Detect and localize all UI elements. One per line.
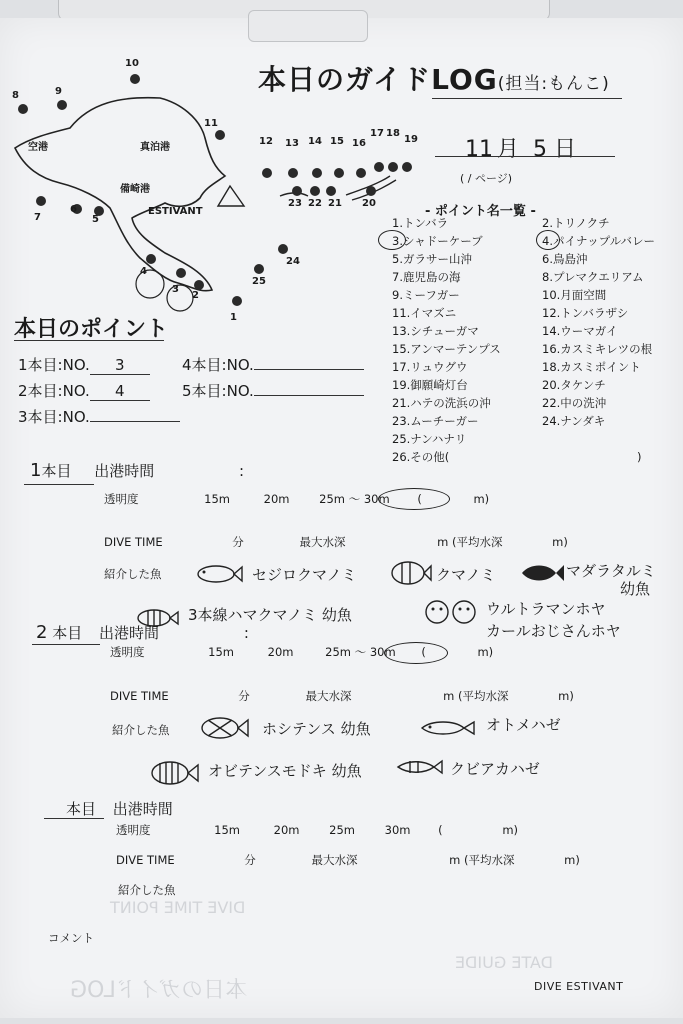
map-point	[366, 186, 376, 196]
fish-icon	[196, 712, 252, 744]
dive-2-fish-label: 紹介した魚	[112, 723, 170, 737]
map-point	[215, 130, 225, 140]
points-row: 9.ミーフガー 10.月面空間	[392, 288, 607, 302]
map-label-port: 備崎港	[120, 184, 150, 195]
dive-2-visibility: 透明度 15m 20m 25m 〜 30m ( m)	[110, 645, 494, 659]
visibility-circle	[384, 642, 448, 664]
dive-3-header: 本目 出港時間	[66, 800, 173, 818]
points-row: 11.イマズニ 12.トンバラザシ	[392, 306, 629, 320]
map-number: 7	[34, 212, 41, 223]
dive-3-time: DIVE TIME 分 最大水深 m (平均水深 m)	[116, 853, 580, 867]
page-number: ( / ページ)	[460, 172, 513, 185]
islet-outline	[218, 186, 244, 206]
ghost-text: DATE GUIDE	[455, 953, 553, 972]
points-list	[392, 214, 655, 466]
point-row-4: 4本目:NO.	[182, 354, 364, 375]
map-point	[278, 244, 288, 254]
point-row-1: 1本目:NO. 3	[18, 354, 150, 375]
fish-name: オビテンスモドキ 幼魚	[208, 762, 362, 780]
map-point	[18, 104, 28, 114]
date-field: 11 月 5 日	[465, 137, 577, 162]
map-number: 6	[70, 204, 77, 215]
point-row-2: 2本目:NO. 4	[18, 380, 150, 401]
map-number: 4	[140, 266, 147, 277]
map-number: 13	[285, 138, 299, 149]
points-row: 19.御願崎灯台 20.タケンチ	[392, 378, 606, 392]
map-number: 2	[192, 290, 199, 301]
map-point	[232, 296, 242, 306]
fish-name: カールおじさんホヤ	[486, 622, 621, 640]
map-point	[146, 254, 156, 264]
map-point	[374, 162, 384, 172]
map-number: 11	[204, 118, 218, 129]
point-row-5: 5本目:NO.	[182, 380, 364, 401]
points-row: 17.リュウグウ 18.カスミポイント	[392, 360, 641, 374]
fish-name: 3本線ハマクマノミ 幼魚	[188, 606, 352, 624]
title-underline	[14, 340, 164, 341]
page-title: 本日のガイドLOG(担当:もんこ)	[258, 63, 610, 96]
map-number: 14	[308, 136, 322, 147]
map-number: 1	[230, 312, 237, 323]
comment-label: コメント	[48, 931, 94, 945]
map-point	[334, 168, 344, 178]
points-row: 21.ハテの洗浜の沖 22.中の洗沖	[392, 396, 607, 410]
map-number: 10	[125, 58, 139, 69]
log-sheet	[0, 18, 683, 1018]
map-number: 8	[12, 90, 19, 101]
ghost-text: DIVE TIME POINT	[110, 898, 246, 917]
map-label-airport: 空港	[28, 142, 48, 153]
date-underline	[435, 156, 615, 157]
map-number: 21	[328, 198, 342, 209]
section-underline	[32, 644, 100, 645]
map-point	[176, 268, 186, 278]
points-row: 25.ナンハナリ	[392, 432, 467, 446]
points-row: 5.ガラサー山沖 6.鳥島沖	[392, 252, 588, 266]
map-number: 16	[352, 138, 366, 149]
points-row: 3.シャドーケーブ 4.パイナップルバレー	[392, 234, 655, 248]
fish-icon	[144, 756, 200, 790]
map-number: 22	[308, 198, 322, 209]
title-underline	[432, 98, 622, 99]
map-number: 24	[286, 256, 300, 267]
map-number: 9	[55, 86, 62, 97]
section-underline	[44, 818, 104, 819]
point-row-3: 3本目:NO.	[18, 406, 180, 427]
points-row: 15.アンマーテンプス 16.カスミキレツの根	[392, 342, 653, 356]
map-number: 25	[252, 276, 266, 287]
map-point	[130, 74, 140, 84]
dive-1-time: DIVE TIME 分 最大水深 m (平均水深 m)	[104, 535, 568, 549]
fish-name: 幼魚	[620, 580, 651, 598]
map-number: 23	[288, 198, 302, 209]
map-label-shop: ESTIVANT	[148, 206, 203, 217]
sea-squirt-icon	[424, 598, 478, 626]
dive-1-fish-label: 紹介した魚	[104, 567, 162, 581]
fish-name: ホシテンス 幼魚	[262, 720, 371, 738]
points-row: 1.トンバラ 2.トリノクチ	[392, 216, 610, 230]
dive-2-time: DIVE TIME 分 最大水深 m (平均水深 m)	[110, 689, 574, 703]
points-row: 26.その他( )	[392, 450, 642, 464]
map-point	[310, 186, 320, 196]
section-underline	[24, 484, 94, 485]
map-number: 18	[386, 128, 400, 139]
map-point	[36, 196, 46, 206]
map-point	[288, 168, 298, 178]
map-number: 20	[362, 198, 376, 209]
dive-3-fish-label: 紹介した魚	[118, 883, 176, 897]
map-point	[388, 162, 398, 172]
points-list-title: - ポイント名一覧 -	[425, 204, 536, 219]
dive-1-header: 1本目 出港時間 :	[30, 460, 245, 481]
clipboard-clip-tab	[248, 10, 368, 42]
fish-name: マダラタルミ	[566, 562, 656, 580]
dive-1-visibility: 透明度 15m 20m 25m 〜 30m ( m)	[104, 492, 490, 506]
map-point	[262, 168, 272, 178]
map-label-port: 真泊港	[140, 142, 170, 153]
map-point	[326, 186, 336, 196]
point-circle	[167, 285, 193, 311]
map-point	[57, 100, 67, 110]
map-number: 17	[370, 128, 384, 139]
map-point	[254, 264, 264, 274]
fish-icon	[192, 562, 244, 586]
points-row: 7.鹿児島の海 8.プレマクエリアム	[392, 270, 644, 284]
ghost-text: 本日のガイドLOG	[70, 978, 248, 1003]
map-point	[312, 168, 322, 178]
fish-name: ウルトラマンホヤ	[486, 600, 606, 618]
map-number: 15	[330, 136, 344, 147]
goby-icon	[418, 716, 476, 740]
fish-name: クビアカハゼ	[450, 760, 540, 778]
map-point	[402, 162, 412, 172]
goby-icon	[394, 756, 444, 778]
todays-points-title: 本日のポイント	[14, 317, 169, 342]
selected-point-circle	[536, 230, 560, 250]
selected-point-circle	[378, 230, 406, 250]
map-number: 5	[92, 214, 99, 225]
points-row: 13.シチューガマ 14.ウーマガイ	[392, 324, 618, 338]
fish-icon	[518, 560, 566, 586]
map-number: 3	[172, 284, 179, 295]
visibility-circle	[378, 488, 450, 510]
points-row: 23.ムーチーガー 24.ナンダキ	[392, 414, 606, 428]
footer-shop-name: DIVE ESTIVANT	[534, 980, 624, 993]
fish-name: オトメハゼ	[486, 716, 561, 734]
map-point	[292, 186, 302, 196]
map-number: 12	[259, 136, 273, 147]
clownfish-icon	[388, 558, 432, 588]
dive-3-visibility: 透明度 15m 20m 25m 30m ( m)	[116, 823, 519, 837]
fish-name: クマノミ	[436, 566, 496, 584]
dive-2-header: 2 本目 出港時間 :	[36, 622, 249, 643]
map-point	[194, 280, 204, 290]
map-number: 19	[404, 134, 418, 145]
fish-name: セジロクマノミ	[252, 566, 357, 584]
map-point	[356, 168, 366, 178]
